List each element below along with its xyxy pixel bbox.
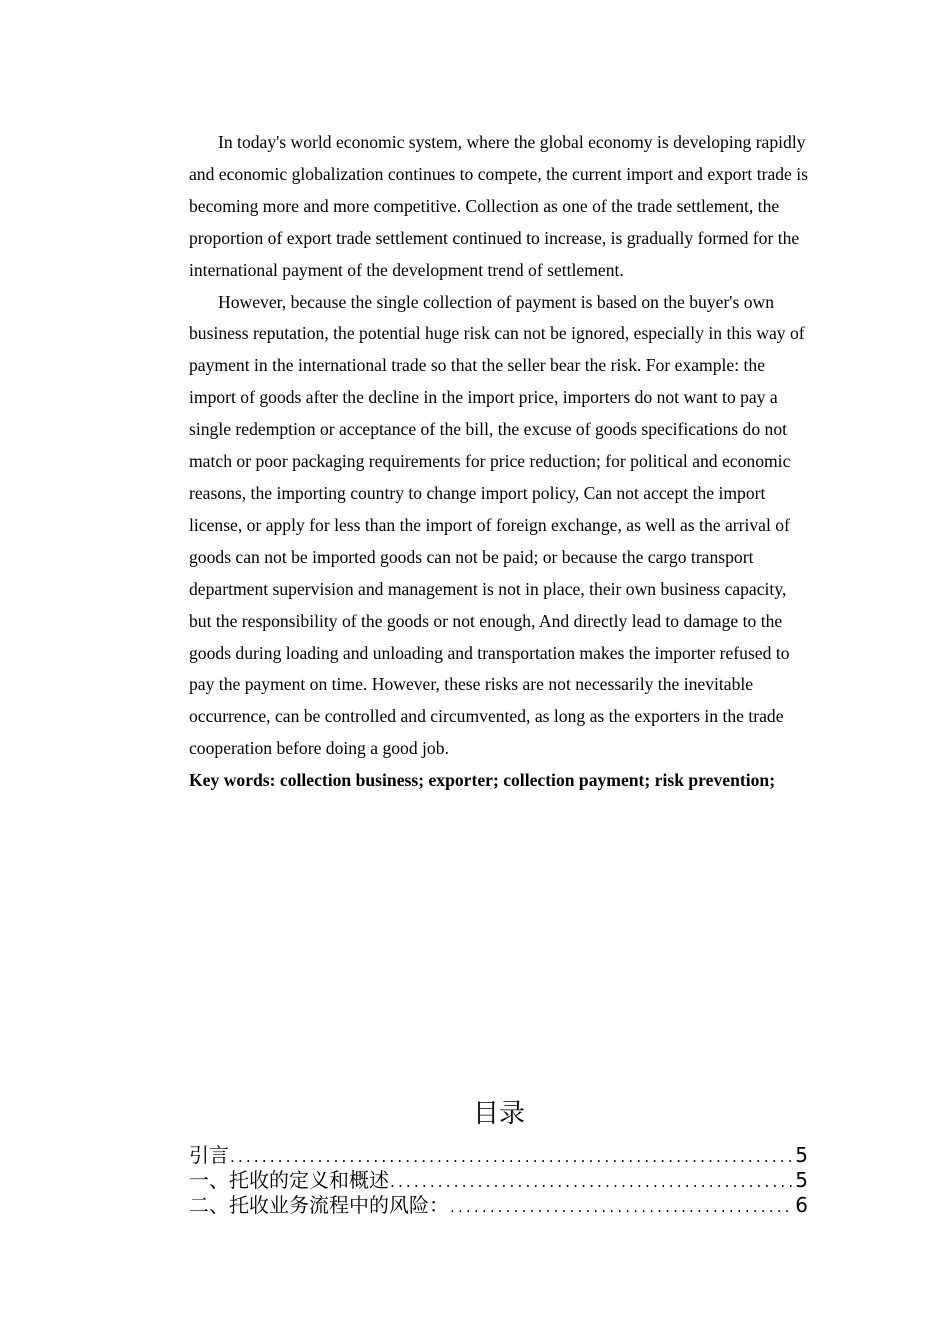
toc-leader-dots: [390, 1170, 794, 1195]
toc-title: 目录: [472, 1099, 525, 1129]
table-of-contents: [189, 1143, 808, 1218]
toc-entry-page: 6: [795, 1193, 808, 1217]
keywords-line: Key words: collection business; exporter; collection payment; risk prevention;: [189, 770, 776, 791]
toc-leader-dots: [450, 1195, 794, 1220]
toc-entry-introduction[interactable]: [189, 1143, 808, 1168]
toc-entry-risks[interactable]: [189, 1193, 808, 1218]
toc-entry-page: 5: [795, 1168, 808, 1192]
toc-entry-page: 5: [795, 1143, 808, 1167]
abstract-section: [189, 127, 809, 797]
toc-entry-label: 二、托收业务流程中的风险：: [189, 1193, 449, 1217]
toc-entry-label: 引言: [189, 1143, 229, 1167]
abstract-paragraph-2: However, because the single collection of payment is based on the buyer's own business reputation, the potential huge risk can not be ignored, especially in this way of payment in the international trade so that the seller bear the risk. For example: the import of goods after the decline in the import price, importers do not want to pay a single redemption or acceptance of the bill, the excuse of goods specifications do not match or poor packaging requirements for price reduction; for political and economic reasons, the importing country to change import policy, Can not accept the import license, or apply for less than the import of foreign exchange, as well as the arrival of goods can not be imported goods can not be paid; or because the cargo transport department supervision and management is not in place, their own business capacity, but the responsibility of the goods or not enough, And directly lead to damage to the goods during loading and unloading and transportation makes the importer refused to pay the payment on time. However, these risks are not necessarily the inevitable occurrence, can be controlled and circumvented, as long as the exporters in the trade cooperation before doing a good job.: [189, 291, 805, 759]
toc-leader-dots: [230, 1145, 794, 1170]
abstract-paragraph-1: In today's world economic system, where the global economy is developing rapidly and economic globalization continues to compete, the current import and export trade is becoming more and more competitive. Collection as one of the trade settlement, the proportion of export trade settlement continued to increase, is gradually formed for the international payment of the development trend of settlement.: [189, 132, 809, 280]
toc-entry-label: 一、托收的定义和概述: [189, 1168, 389, 1192]
toc-entry-definition[interactable]: [189, 1168, 808, 1193]
